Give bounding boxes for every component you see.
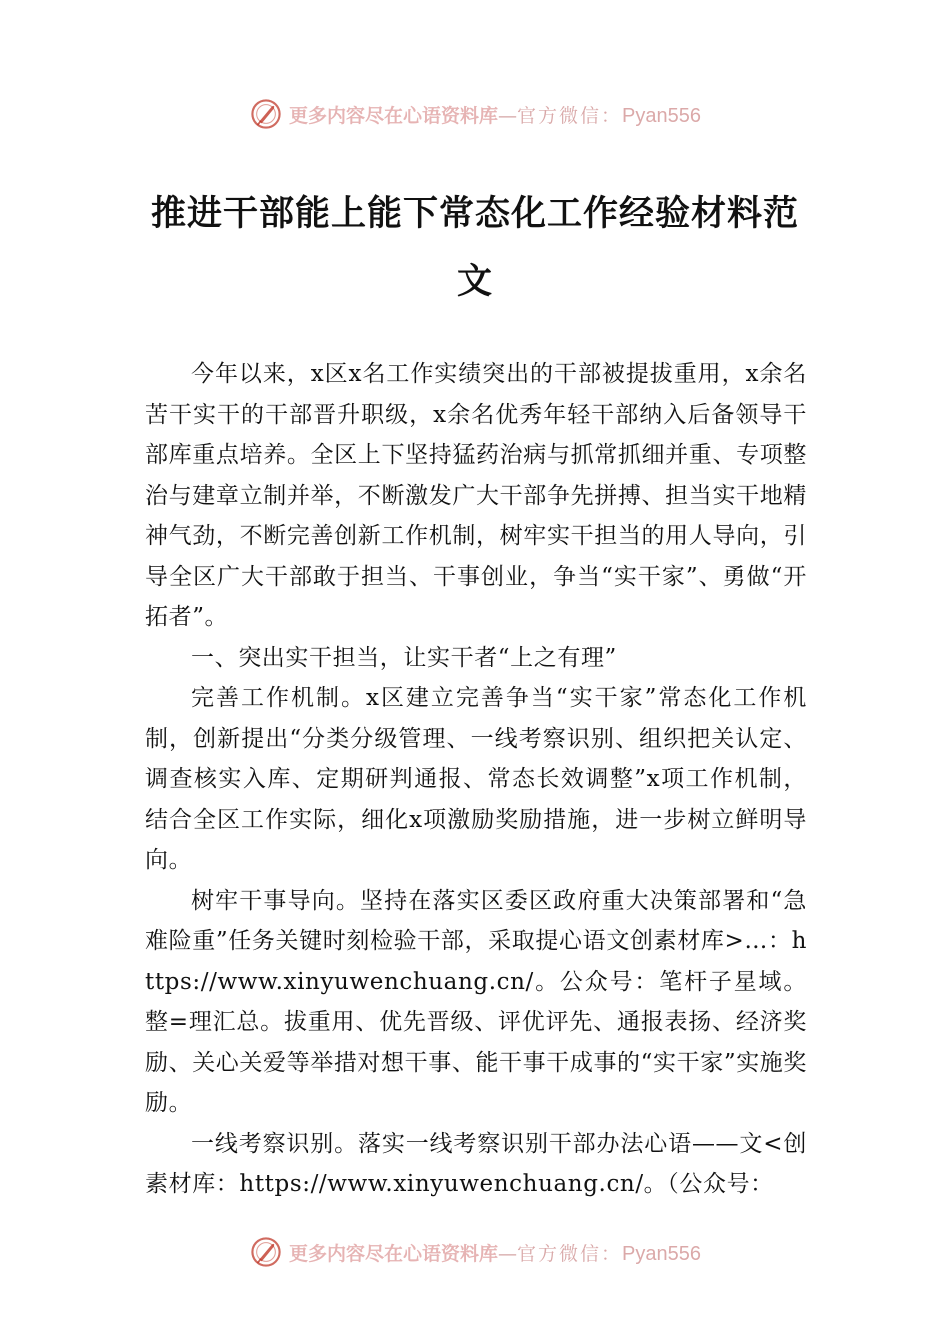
watermark-account-id: Pyan556 [622, 1242, 701, 1265]
paragraph-intro: 今年以来，x区x名工作实绩突出的干部被提拔重用，x余名苦干实干的干部晋升职级，x余名优秀年轻干部纳入后备领导干部库重点培养。全区上下坚持猛药治病与抓常抓细并重、专项整治与建章立制并举，不断激发广大干部争先拼搏、担当实干地精神气劲，不断完善创新工作机制，树牢实干担当的用人导向，引导全区广大干部敢于担当、干事创业，争当“实干家”、勇做“开拓者”。 [145, 361, 807, 630]
document-title: 推进干部能上能下常态化工作经验材料范文 [150, 193, 799, 302]
quill-pen-circle-icon [249, 1235, 283, 1269]
watermark-main-text: 更多内容尽在心语资料库 [289, 104, 499, 127]
watermark-label: 官方微信： [517, 1242, 623, 1265]
paragraph-orientation: 树牢干事导向。坚持在落实区委区政府重大决策部署和“急难险重”任务关键时刻检验干部，采取提心语文创素材库>…：https://www.xinyuwenchuang.cn/。公众号：笔杆子星域。整=理汇总。拔重用、优先晋级、评优评先、通报表扬、经济奖励、关心关爱等举措对想干事、能干事干成事的“实干家”实施奖励。 [145, 887, 807, 1116]
watermark-label: 官方微信： [517, 104, 623, 127]
watermark-footer [0, 1232, 950, 1272]
section-heading-1: 一、突出实干担当，让实干者“上之有理” [191, 644, 617, 671]
watermark-separator: — [498, 104, 518, 127]
paragraph-mechanism: 完善工作机制。x区建立完善争当“实干家”常态化工作机制，创新提出“分类分级管理、一线考察识别、组织把关认定、调查核实入库、定期研判通报、常态长效调整”x项工作机制，结合全区工作实际，细化x项激励奖励措施，进一步树立鲜明导向。 [145, 685, 807, 873]
document-body [145, 354, 807, 1205]
watermark-separator: — [498, 1242, 518, 1265]
watermark-account-id: Pyan556 [622, 104, 701, 127]
quill-pen-circle-icon [249, 97, 283, 131]
watermark-main-text: 更多内容尽在心语资料库 [289, 1242, 499, 1265]
paragraph-inspection: 一线考察识别。落实一线考察识别干部办法心语——文<创素材库：https://www.xinyuwenchuang.cn/。（公众号： [145, 1130, 807, 1197]
watermark-header [0, 94, 950, 134]
